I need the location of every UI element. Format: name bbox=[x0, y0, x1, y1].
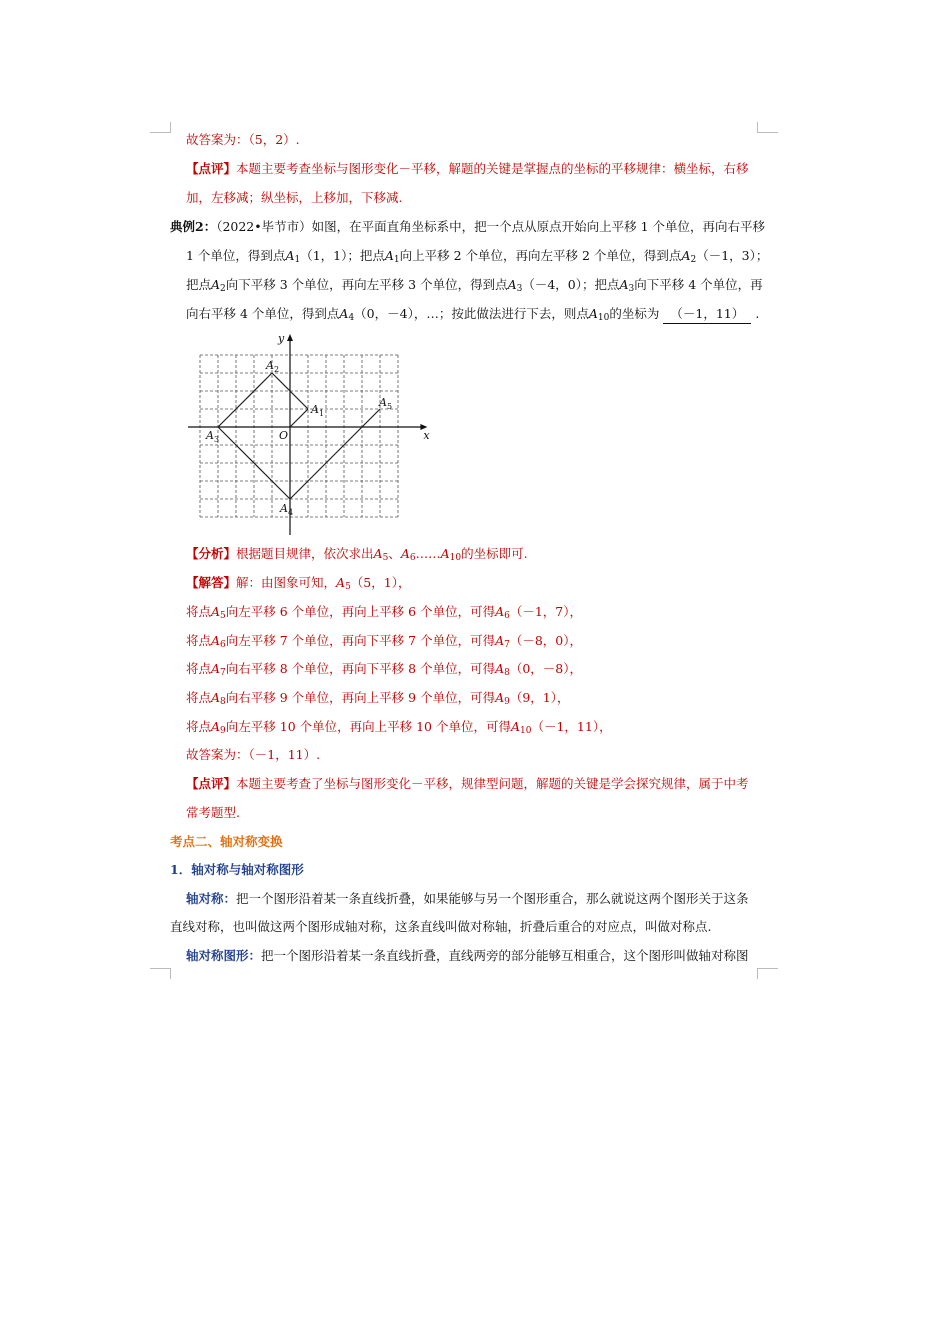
ex2-l4c: 的坐标为 bbox=[609, 306, 660, 321]
solution-step-5 bbox=[186, 718, 612, 740]
step4-c: （9，1）， bbox=[509, 690, 570, 705]
origin-label: O bbox=[279, 429, 289, 442]
path-segment bbox=[290, 409, 380, 499]
analysis-line bbox=[186, 545, 528, 567]
step1-from-sub: 5 bbox=[220, 611, 226, 621]
comment2-line1 bbox=[186, 775, 749, 793]
step1-a: 将点 bbox=[186, 604, 212, 619]
step4-to-sub: 9 bbox=[504, 697, 510, 707]
step2-to-sub: 7 bbox=[504, 640, 510, 650]
analysis-tag: 【分析】 bbox=[186, 546, 237, 561]
pt-A4: A bbox=[339, 306, 349, 321]
an-A10-sub: 10 bbox=[449, 553, 462, 563]
ex2-l4a: 向右平移 4 个单位，得到点 bbox=[186, 306, 340, 321]
solution-tag: 【解答】 bbox=[186, 575, 237, 590]
step1-b: 向左平移 6 个单位，再向上平移 6 个单位，可得 bbox=[225, 604, 496, 619]
label-A1: $A_1$ bbox=[311, 403, 325, 418]
solution-intro-text: 解：由图象可知， bbox=[236, 575, 337, 590]
step4-to: A bbox=[495, 690, 505, 705]
step4-a: 将点 bbox=[186, 690, 212, 705]
step4-b: 向右平移 9 个单位，再向上平移 9 个单位，可得 bbox=[225, 690, 496, 705]
pt-A1: A bbox=[285, 248, 295, 263]
comment1-tag: 【点评】 bbox=[186, 161, 237, 176]
example2-line3 bbox=[186, 276, 763, 298]
step5-b: 向左平移 10 个单位，再向上平移 10 个单位，可得 bbox=[225, 719, 511, 734]
example2-label: 典例2： bbox=[170, 219, 217, 234]
step2-a: 将点 bbox=[186, 633, 212, 648]
ex2-l3c: （－4，0）；把点 bbox=[522, 277, 620, 292]
solution-step-3 bbox=[186, 660, 582, 682]
analysis-dots: …… bbox=[415, 546, 441, 561]
label-A3: $A_3$ bbox=[206, 429, 220, 444]
pt-A2b-sub: 2 bbox=[220, 284, 226, 294]
section2-heading: 考点二、轴对称变换 bbox=[170, 834, 283, 849]
step1-to: A bbox=[495, 604, 505, 619]
an-A10: A bbox=[440, 546, 450, 561]
path-segment bbox=[218, 373, 272, 427]
step2-from: A bbox=[211, 633, 221, 648]
def1-text1: 把一个图形沿着某一条直线折叠，如果能够与另一个图形重合，那么就说这两个图形关于这条 bbox=[236, 891, 749, 906]
crop-mark-top-left bbox=[150, 122, 171, 133]
pt-A3b: A bbox=[619, 277, 629, 292]
example2-line2 bbox=[186, 247, 768, 269]
step3-b: 向右平移 8 个单位，再向下平移 8 个单位，可得 bbox=[225, 661, 496, 676]
example2-text1: （2022•毕节市）如图，在平面直角坐标系中，把一个点从原点开始向上平移 1 个单位，再向右平移 bbox=[216, 219, 766, 234]
solution-step-1 bbox=[186, 603, 582, 625]
def2-text1: 把一个图形沿着某一条直线折叠，直线两旁的部分能够互相重合，这个图形叫做轴对称图 bbox=[261, 948, 749, 963]
example2-line4 bbox=[186, 305, 759, 327]
ex2-l2c: 向上平移 2 个单位，再向左平移 2 个单位，得到点 bbox=[399, 248, 682, 263]
comment2-line2: 常考题型. bbox=[186, 805, 240, 820]
step3-from-sub: 7 bbox=[220, 668, 226, 678]
solution-step-2 bbox=[186, 632, 582, 654]
pt-A1b-sub: 1 bbox=[393, 255, 400, 265]
pt-A1-sub: 1 bbox=[294, 255, 301, 265]
label-A5: $A_5$ bbox=[379, 396, 393, 411]
label-A4: $A_4$ bbox=[280, 502, 294, 517]
step4-from-sub: 8 bbox=[220, 697, 226, 707]
solution-intro bbox=[186, 574, 410, 596]
crop-mark-bottom-right bbox=[757, 968, 778, 979]
comment2-text1: 本题主要考查了坐标与图形变化－平移，规律型问题，解题的关键是学会探究规律，属于中考 bbox=[236, 776, 749, 791]
ex2-l2b: （1，1）；把点 bbox=[300, 248, 385, 263]
pt-A10-sub: 10 bbox=[597, 313, 610, 323]
def2-line1 bbox=[186, 947, 749, 965]
y-axis-arrow bbox=[287, 334, 293, 341]
step5-from-sub: 9 bbox=[220, 726, 226, 736]
pt-A2: A bbox=[681, 248, 691, 263]
ex2-l3b: 向下平移 3 个单位，再向左平移 3 个单位，得到点 bbox=[225, 277, 508, 292]
crop-mark-top-right bbox=[757, 122, 778, 133]
prev-answer: 故答案为：（5，2）. bbox=[186, 132, 300, 147]
step2-from-sub: 6 bbox=[220, 640, 226, 650]
def2-term: 轴对称图形： bbox=[186, 948, 262, 963]
pt-A3: A bbox=[507, 277, 517, 292]
label-A2: $A_2$ bbox=[266, 359, 280, 374]
comment1-line2: 加，左移减；纵坐标，上移加，下移减. bbox=[186, 190, 403, 205]
ex2-l4b: （0，－4），…；按此做法进行下去，则点 bbox=[354, 306, 589, 321]
answer-blank: （－1，11） bbox=[663, 305, 751, 324]
example2-line1 bbox=[170, 218, 765, 236]
step2-to: A bbox=[495, 633, 505, 648]
crop-mark-bottom-left bbox=[150, 968, 171, 979]
ex2-l2a: 1 个单位，得到点 bbox=[186, 248, 286, 263]
ex2-l2d: （－1，3）； bbox=[696, 248, 769, 263]
pt-A3b-sub: 3 bbox=[628, 284, 635, 294]
solution-step-4 bbox=[186, 689, 570, 711]
pt-A3-sub: 3 bbox=[516, 284, 523, 294]
step2-b: 向左平移 7 个单位，再向下平移 7 个单位，可得 bbox=[225, 633, 496, 648]
step3-from: A bbox=[211, 661, 221, 676]
pt-A10: A bbox=[588, 306, 598, 321]
analysis-sep: 、 bbox=[388, 546, 401, 561]
sol-A5: A bbox=[336, 575, 346, 590]
step2-c: （－8，0）， bbox=[509, 633, 583, 648]
coordinate-figure-svg bbox=[186, 330, 436, 535]
x-axis-label: x bbox=[423, 429, 430, 442]
comment1-text1: 本题主要考查坐标与图形变化－平移，解题的关键是掌握点的坐标的平移规律：横坐标，右移 bbox=[236, 161, 749, 176]
coordinate-figure bbox=[186, 330, 436, 539]
pt-A2-sub: 2 bbox=[690, 255, 697, 265]
step3-to-sub: 8 bbox=[504, 668, 510, 678]
step5-to: A bbox=[511, 719, 521, 734]
step3-c: （0，－8）， bbox=[509, 661, 583, 676]
analysis-text-b: 的坐标即可. bbox=[461, 546, 528, 561]
step4-from: A bbox=[211, 690, 221, 705]
step5-c: （－1，11）， bbox=[531, 719, 612, 734]
sol-A5-val: （5，1）， bbox=[350, 575, 411, 590]
solution-final: 故答案为：（－1，11）. bbox=[186, 747, 321, 762]
comment2-tag: 【点评】 bbox=[186, 776, 237, 791]
ex2-l3d: 向下平移 4 个单位，再 bbox=[634, 277, 763, 292]
step3-to: A bbox=[495, 661, 505, 676]
section2-subheading: 1．轴对称与轴对称图形 bbox=[170, 862, 304, 877]
step5-a: 将点 bbox=[186, 719, 212, 734]
step5-from: A bbox=[211, 719, 221, 734]
ex2-l3a: 把点 bbox=[186, 277, 212, 292]
an-A6-sub: 6 bbox=[409, 553, 416, 563]
ex2-l4end: . bbox=[755, 306, 760, 321]
def1-line1 bbox=[186, 890, 749, 908]
step3-a: 将点 bbox=[186, 661, 212, 676]
step1-c: （－1，7）， bbox=[509, 604, 583, 619]
y-axis-label: y bbox=[278, 332, 285, 345]
step1-from: A bbox=[211, 604, 221, 619]
an-A5: A bbox=[373, 546, 383, 561]
step1-to-sub: 6 bbox=[504, 611, 510, 621]
def1-term: 轴对称： bbox=[186, 891, 237, 906]
sol-A5-sub: 5 bbox=[345, 582, 351, 592]
step5-to-sub: 10 bbox=[520, 726, 532, 736]
pt-A2b: A bbox=[211, 277, 221, 292]
comment1-line1 bbox=[186, 160, 749, 178]
analysis-text-a: 根据题目规律，依次求出 bbox=[236, 546, 374, 561]
an-A5-sub: 5 bbox=[382, 553, 389, 563]
def1-line2: 直线对称，也叫做这两个图形成轴对称，这条直线叫做对称轴，折叠后重合的对应点，叫做对称点. bbox=[170, 919, 712, 934]
pt-A1b: A bbox=[384, 248, 394, 263]
an-A6: A bbox=[400, 546, 410, 561]
path-segment bbox=[290, 409, 308, 427]
pt-A4-sub: 4 bbox=[348, 313, 355, 323]
